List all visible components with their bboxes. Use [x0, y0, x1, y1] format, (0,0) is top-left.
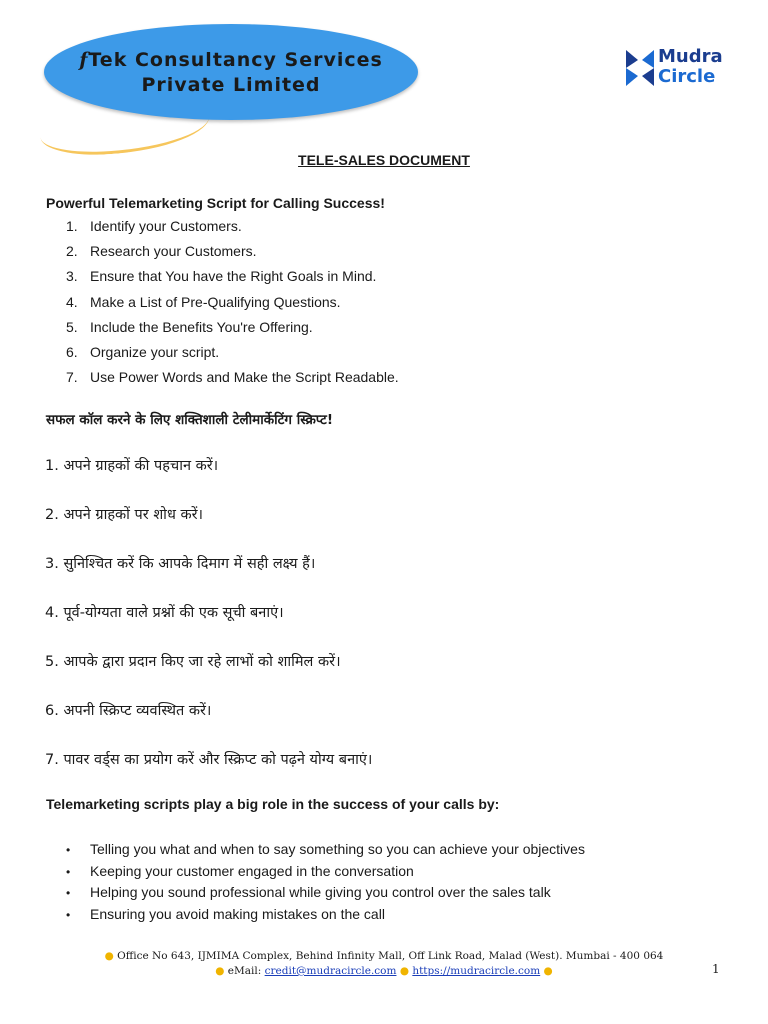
bullet-item — [66, 904, 585, 926]
logo-text-mudra: Mudra — [658, 46, 723, 67]
roles-bullet-list — [66, 839, 585, 925]
list-number: 6. — [66, 343, 78, 360]
bullet-text: Keeping your customer engaged in the conversation — [90, 862, 414, 879]
list-number: 2. — [66, 243, 78, 260]
logo-icon — [624, 48, 656, 88]
list-number: 4. — [66, 293, 78, 310]
company-name-line2: Private Limited — [141, 74, 321, 96]
footer-address: Office No 643, IJMIMA Complex, Behind Infinity Mall, Off Link Road, Malad (West). Mumbai - 400 064 — [117, 950, 664, 962]
roles-section-heading: Telemarketing scripts play a big role in the success of your calls by: — [46, 796, 500, 812]
list-item — [66, 340, 399, 365]
english-steps-list — [66, 214, 399, 390]
list-item — [66, 290, 399, 315]
list-number: 3. — [66, 268, 78, 285]
footer-website-link[interactable]: https://mudracircle.com — [412, 965, 541, 977]
bullet-text: Helping you sound professional while giving you control over the sales talk — [90, 884, 551, 900]
list-number: 7. — [66, 369, 78, 386]
list-item — [66, 365, 399, 390]
bullet-text: Ensuring you avoid making mistakes on the call — [90, 905, 385, 922]
page-number: 1 — [712, 962, 720, 976]
list-item — [66, 315, 399, 340]
hindi-list-item: 5. आपके द्वारा प्रदान किए जा रहे लाभों को शामिल करें। — [45, 654, 341, 670]
list-number: 1. — [66, 218, 78, 234]
footer-email-link[interactable]: credit@mudracircle.com — [264, 965, 397, 977]
list-item — [66, 264, 399, 289]
bullet-icon: • — [66, 907, 71, 922]
list-text: Use Power Words and Make the Script Readable. — [90, 369, 399, 386]
company-name-line1: Tek Consultancy Services — [88, 49, 383, 71]
list-item — [66, 214, 399, 239]
footer-dot-icon: ● — [215, 965, 225, 977]
company-name — [44, 48, 418, 98]
hindi-section-heading: सफल कॉल करने के लिए शक्तिशाली टेलीमार्केटिंग स्क्रिप्ट! — [46, 412, 333, 428]
list-number: 5. — [66, 318, 78, 335]
bullet-icon: • — [66, 864, 71, 879]
footer-email-label: eMail: — [227, 965, 262, 977]
hindi-list-item: 6. अपनी स्क्रिप्ट व्यवस्थित करें। — [45, 703, 212, 719]
english-section-heading: Powerful Telemarketing Script for Calling Success! — [46, 195, 385, 211]
bullet-item — [66, 882, 585, 904]
list-text: Make a List of Pre-Qualifying Questions. — [90, 293, 341, 310]
hindi-list-item: 4. पूर्व-योग्यता वाले प्रश्नों की एक सूची बनाएं। — [45, 605, 284, 621]
footer-dot-icon: ● — [543, 965, 553, 977]
list-text: Include the Benefits You're Offering. — [90, 318, 313, 335]
footer-contact-line — [0, 965, 768, 977]
footer-address-line — [0, 950, 768, 962]
bullet-icon: • — [66, 886, 71, 900]
footer-dot-icon: ● — [104, 950, 114, 962]
company-mark: f — [79, 49, 89, 71]
list-text: Research your Customers. — [90, 243, 257, 260]
hindi-list-item: 7. पावर वर्ड्स का प्रयोग करें और स्क्रिप्ट को पढ़ने योग्य बनाएं। — [45, 752, 373, 768]
document-title: TELE-SALES DOCUMENT — [298, 152, 470, 168]
list-text: Identify your Customers. — [90, 218, 242, 234]
footer-dot-icon: ● — [399, 965, 409, 977]
hindi-list-item: 2. अपने ग्राहकों पर शोध करें। — [45, 507, 204, 523]
bullet-text: Telling you what and when to say something so you can achieve your objectives — [90, 841, 585, 857]
bullet-icon: • — [66, 843, 71, 857]
bullet-item — [66, 861, 585, 883]
list-text: Ensure that You have the Right Goals in Mind. — [90, 268, 377, 285]
list-item — [66, 239, 399, 264]
hindi-list-item: 3. सुनिश्चित करें कि आपके दिमाग में सही लक्ष्य हैं। — [45, 556, 316, 572]
bullet-item — [66, 839, 585, 861]
hindi-list-item: 1. अपने ग्राहकों की पहचान करें। — [45, 458, 219, 474]
list-text: Organize your script. — [90, 343, 220, 360]
mudra-circle-logo — [624, 46, 724, 90]
logo-text-circle: Circle — [658, 66, 716, 87]
hindi-steps-list — [45, 456, 372, 799]
